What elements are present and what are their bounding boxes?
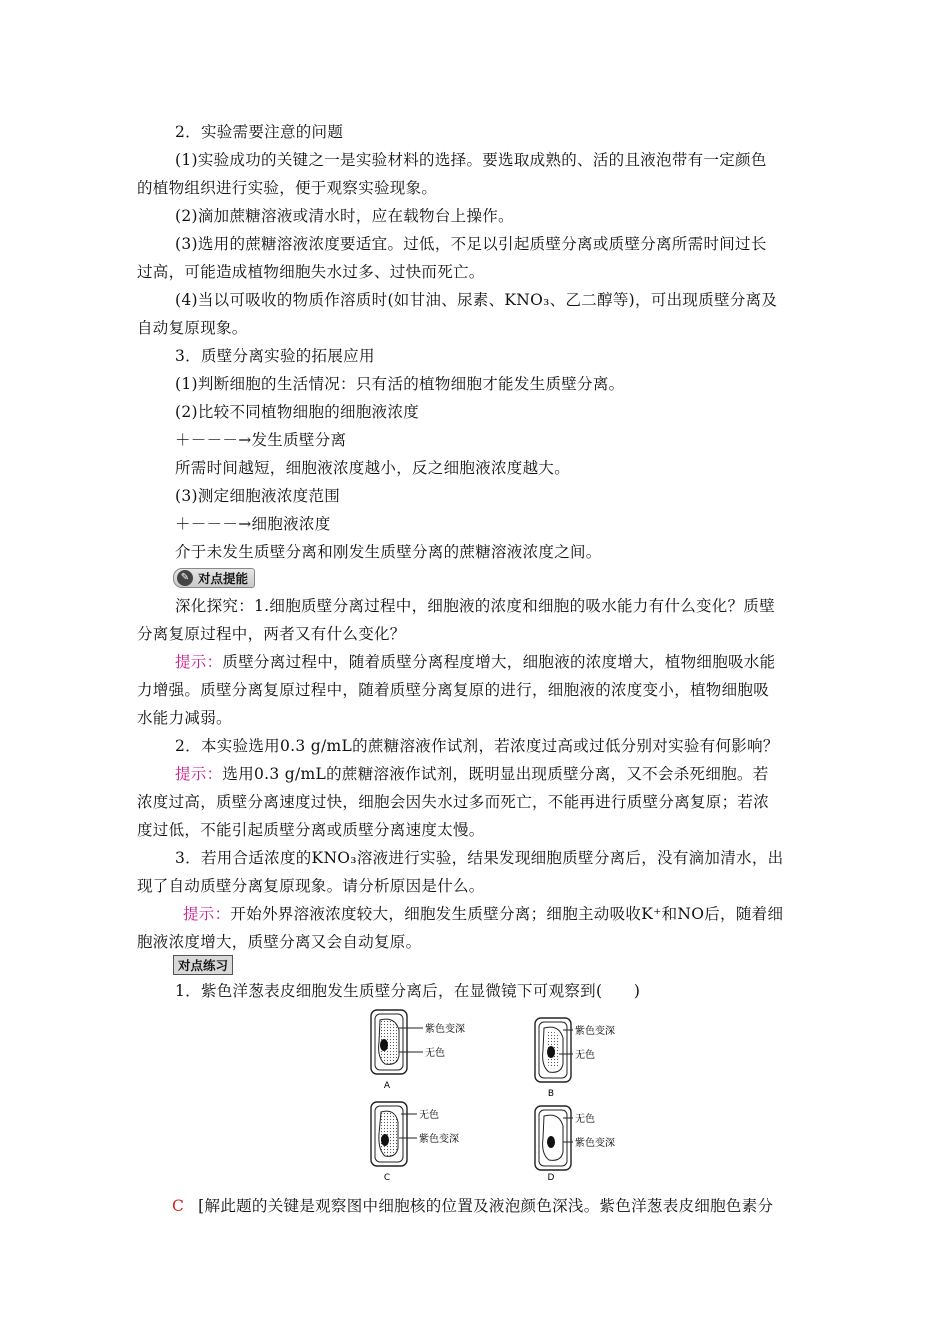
arrow-line: ＋－－－→细胞液浓度 — [175, 515, 331, 533]
cell-c-label2: 紫色变深 — [419, 1134, 459, 1145]
hint-text: 水能力减弱。 — [137, 709, 232, 727]
question: 2．本实验选用0.3 g/mL的蔗糖溶液作试剂，若浓度过高或过低分别对实验有何影响？ — [175, 737, 779, 755]
hint-line — [175, 764, 769, 784]
hint-text: 浓度过高，质壁分离速度过快，细胞会因失水过多而死亡，不能再进行质壁分离复原；若浓 — [137, 793, 770, 811]
paragraph: 自动复原现象。 — [137, 319, 248, 337]
hint-text: 度过低，不能引起质壁分离或质壁分离速度太慢。 — [137, 821, 485, 839]
pencil-icon: ✎ — [177, 570, 193, 586]
badge-label: 对点提能 — [198, 571, 249, 586]
badge-label: 对点练习 — [178, 958, 229, 973]
cell-d-label1: 无色 — [575, 1114, 595, 1125]
paragraph: 所需时间越短，细胞液浓度越小，反之细胞液浓度越大。 — [175, 459, 571, 477]
section-badge-tineng — [173, 568, 255, 588]
paragraph: (2)滴加蔗糖溶液或清水时，应在载物台上操作。 — [175, 207, 514, 225]
arrow-line: ＋－－－→发生质壁分离 — [175, 431, 347, 449]
question: 分离复原过程中，两者又有什么变化？ — [137, 625, 406, 643]
paragraph: 介于未发生质壁分离和刚发生质壁分离的蔗糖溶液浓度之间。 — [175, 543, 602, 561]
section3-heading: 3．质壁分离实验的拓展应用 — [175, 347, 375, 365]
cell-a-label1: 紫色变深 — [425, 1024, 465, 1035]
answer-letter: C — [172, 1197, 185, 1215]
cell-a-letter: A — [383, 1081, 391, 1091]
paragraph: (1)实验成功的关键之一是实验材料的选择。要选取成熟的、活的且液泡带有一定颜色 — [175, 151, 767, 169]
section-badge-lianxi — [173, 955, 233, 975]
question: 现了自动质壁分离复原现象。请分析原因是什么。 — [137, 877, 485, 895]
cell-a — [371, 1010, 465, 1091]
hint-text: 选用0.3 g/mL的蔗糖溶液作试剂，既明显出现质壁分离，又不会杀死细胞。若 — [222, 765, 769, 783]
answer-explanation: [解此题的关键是观察图中细胞核的位置及液泡颜色深浅。紫色洋葱表皮细胞色素分 — [198, 1197, 774, 1215]
cell-a-label2: 无色 — [425, 1048, 445, 1059]
exercise-question: 1．紫色洋葱表皮细胞发生质壁分离后，在显微镜下可观察到( ) — [175, 982, 641, 1000]
cell-b-label1: 紫色变深 — [575, 1026, 615, 1037]
paragraph: (3)测定细胞液浓度范围 — [175, 487, 341, 505]
cell-c-label1: 无色 — [419, 1110, 439, 1121]
paragraph: (4)当以可吸收的物质作溶质时(如甘油、尿素、KNO₃、乙二醇等)，可出现质壁分离及 — [175, 291, 778, 309]
paragraph: (1)判断细胞的生活情况：只有活的植物细胞才能发生质壁分离。 — [175, 375, 625, 393]
cell-c — [371, 1102, 459, 1183]
hint-line — [175, 652, 775, 672]
question: 深化探究：1.细胞质壁分离过程中，细胞液的浓度和细胞的吸水能力有什么变化？质壁 — [175, 597, 775, 615]
hint-text: 质壁分离过程中，随着质壁分离程度增大，细胞液的浓度增大，植物细胞吸水能 — [222, 653, 776, 671]
paragraph: 过高，可能造成植物细胞失水过多、过快而死亡。 — [137, 263, 485, 281]
cell-b-letter: B — [547, 1089, 555, 1099]
hint-label: 提示： — [183, 905, 231, 923]
answer-line — [172, 1196, 773, 1216]
cell-b — [535, 1018, 615, 1099]
hint-text: 力增强。质壁分离复原过程中，随着质壁分离复原的进行，细胞液的浓度变小，植物细胞吸 — [137, 681, 770, 699]
paragraph: (2)比较不同植物细胞的细胞液浓度 — [175, 403, 420, 421]
hint-text: 胞液浓度增大，质壁分离又会自动复原。 — [137, 933, 422, 951]
hint-label: 提示： — [175, 653, 223, 671]
cell-d-letter: D — [547, 1173, 555, 1183]
hint-text: 开始外界溶液浓度较大，细胞发生质壁分离；细胞主动吸收K⁺和NO后，随着细 — [230, 905, 784, 923]
paragraph: 的植物组织进行实验，便于观察实验现象。 — [137, 179, 438, 197]
cell-d-label2: 紫色变深 — [575, 1138, 615, 1149]
hint-line — [183, 904, 783, 924]
paragraph: (3)选用的蔗糖溶液浓度要适宜。过低，不足以引起质壁分离或质壁分离所需时间过长 — [175, 235, 767, 253]
cell-d — [535, 1106, 615, 1183]
cell-b-label2: 无色 — [575, 1050, 595, 1061]
section2-heading: 2．实验需要注意的问题 — [175, 123, 344, 141]
question: 3．若用合适浓度的KNO₃溶液进行实验，结果发现细胞质壁分离后，没有滴加清水，出 — [175, 849, 784, 867]
cell-c-letter: C — [383, 1173, 391, 1183]
cell-diagram — [365, 1008, 665, 1186]
hint-label: 提示： — [175, 765, 223, 783]
cell-figure — [365, 1008, 665, 1186]
